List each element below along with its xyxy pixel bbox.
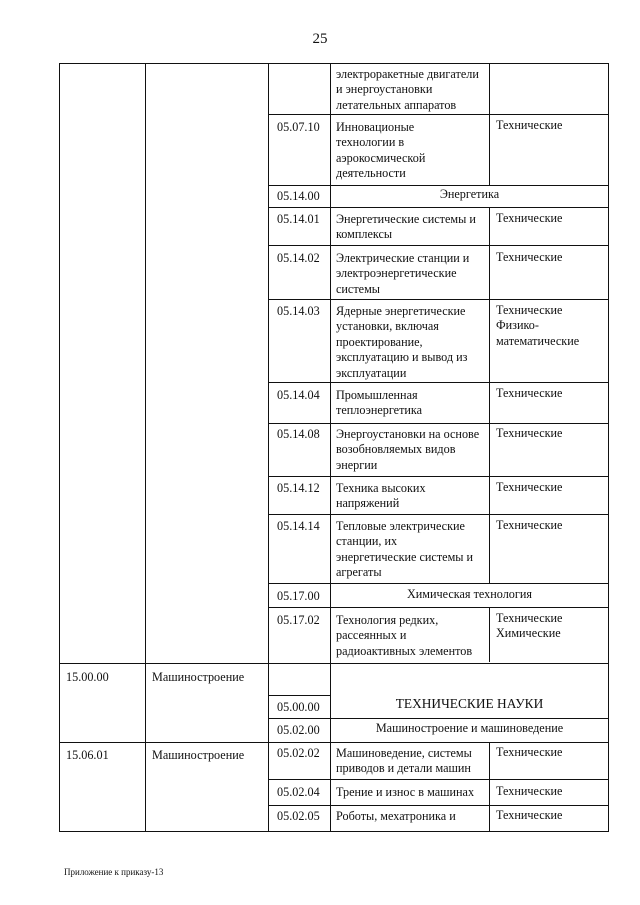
section-heading: Химическая технология [406,587,533,601]
table-cell-code: 05.14.08 [277,427,320,441]
table-cell-title: Промышленная теплоэнергетика [336,388,423,418]
table-cell-code: 05.02.04 [277,785,320,799]
table-cell-code: 05.02.02 [277,746,320,760]
table-cell-title: Энергоустановки на основе возобновляемых видов энергии [336,427,480,472]
table-cell-title: Инновационые технологии в аэрокосмической деятельности [336,120,426,181]
table-cell-title: Тепловые электрические станции, их энергетические системы и агрегаты [336,519,474,580]
table-cell-code: 05.00.00 [277,700,320,714]
table-cell-sciences: Технические [496,118,563,132]
spec-name: Машиностроение [152,748,245,762]
table-cell-code: 05.02.05 [277,809,320,823]
page-number: 25 [312,31,328,47]
table-cell-code: 05.02.00 [277,723,320,737]
table-cell-title: Энергетические системы и комплексы [336,212,476,242]
table-cell-sciences: Технические [496,480,563,494]
table-cell-title: Ядерные энергетические установки, включая проектирование, эксплуатацию и вывод из эксплуатации [336,304,468,380]
table-cell-code: 05.14.14 [277,519,320,533]
table-cell-sciences: Технические Физико- математические [496,303,580,348]
group-code: 15.00.00 [66,670,109,684]
table-cell-code: 05.07.10 [277,120,320,134]
table-cell-sciences: Технические [496,518,563,532]
spec-code: 15.06.01 [66,748,109,762]
table-cell-sciences: Технические Химические [496,611,563,641]
table-cell-title: Техника высоких напряжений [336,481,426,511]
table-cell-sciences: Технические [496,808,563,822]
table-cell-code: 05.14.01 [277,212,320,226]
table-cell-code: 05.17.00 [277,589,320,603]
table-cell-code: 05.14.00 [277,189,320,203]
table-cell-sciences: Технические [496,745,563,759]
table-cell-title: Электрические станции и электроэнергетические системы [336,251,470,296]
table-cell-title: Роботы, мехатроника и [336,809,456,823]
table-cell-sciences: Технические [496,250,563,264]
section-heading: ТЕХНИЧЕСКИЕ НАУКИ [395,696,544,711]
table-cell-title: Машиноведение, системы приводов и детали машин [336,746,472,776]
table-cell-sciences: Технические [496,386,563,400]
section-heading: Машиностроение и машиноведение [375,721,564,735]
table-cell-title: Технология редких, рассеянных и радиоактивных элементов [336,613,473,658]
table-cell-sciences: Технические [496,426,563,440]
footer-note: Приложение к приказу-13 [64,867,164,877]
table-cell-title: Трение и износ в машинах [336,785,475,799]
table-cell-code: 05.14.04 [277,388,320,402]
table-cell-sciences: Технические [496,784,563,798]
table-cell-code: 05.14.02 [277,251,320,265]
table-cell-sciences: Технические [496,211,563,225]
table-cell-code: 05.14.03 [277,304,320,318]
section-heading: Энергетика [439,187,500,201]
table-cell-title: электроракетные двигатели и энергоустановки летательных аппаратов [336,67,479,112]
table-cell-code: 05.14.12 [277,481,320,495]
group-name: Машиностроение [152,670,245,684]
table-cell-code: 05.17.02 [277,613,320,627]
